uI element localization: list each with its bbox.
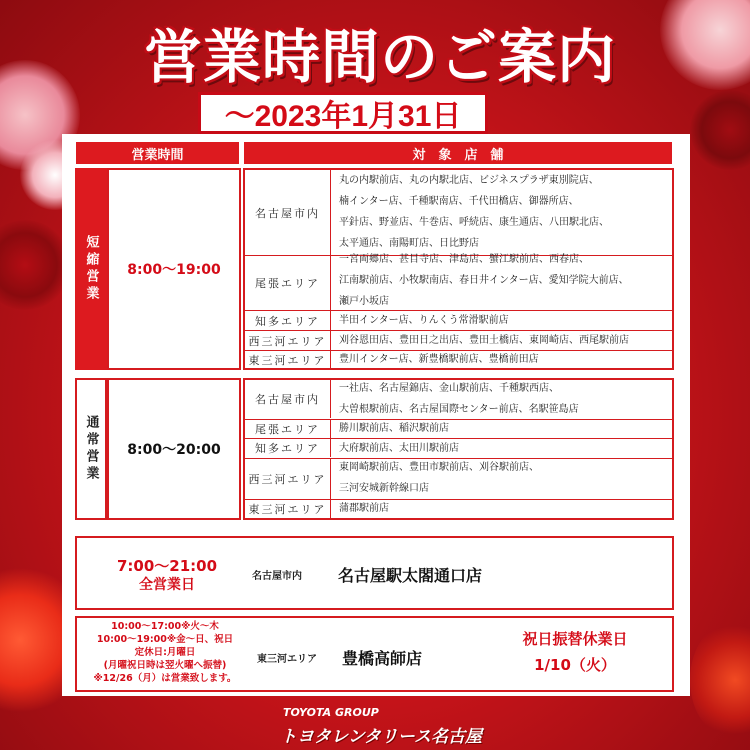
box2-line: 10:00～19:00※金～日、祝日 [96, 634, 234, 645]
short-time: 8:00～19:00 [127, 262, 221, 278]
store-line: 半田インター店、りんくう常滑駅前店 [339, 315, 509, 326]
area-label: 尾張エリア [245, 256, 331, 310]
store-list [333, 498, 671, 519]
header-stores: 対 象 店 舗 [242, 140, 674, 166]
store-line: 平針店、野並店、牛巻店、呼続店、康生通店、八田駅北店、 [339, 217, 609, 228]
box1-sub: 全営業日 [139, 577, 195, 593]
category-normal-hours: 通常営業 [75, 378, 107, 520]
store-line: 太平通店、南陽町店、日比野店 [339, 238, 479, 249]
area-label: 名古屋市内 [245, 380, 331, 418]
store-list [333, 438, 671, 459]
box1-time: 7:00～21:00 [116, 557, 218, 575]
box2-line: 定休日:月曜日 [134, 647, 196, 658]
area-label: 知多エリア [245, 311, 331, 330]
store-list [333, 378, 671, 420]
area-label: 名古屋市内 [245, 170, 331, 255]
store-list [333, 457, 671, 499]
area-label: 尾張エリア [245, 420, 331, 438]
box2-line: ※12/26（月）は営業致します。 [93, 673, 237, 684]
header-hours: 営業時間 [74, 140, 241, 166]
store-line: 三河安城新幹線口店 [339, 483, 429, 494]
box2-line: (月曜祝日時は翌火曜へ振替) [103, 660, 227, 671]
normal-time: 8:00～20:00 [127, 442, 221, 458]
store-line: 勝川駅前店、稲沢駅前店 [339, 423, 449, 434]
box2-hours-lines [80, 620, 250, 685]
store-list [333, 310, 671, 331]
date-band: ～2023年1月31日 [198, 92, 488, 134]
area-label: 西三河エリア [245, 459, 331, 499]
store-line: 江南駅前店、小牧駅南店、春日井インター店、愛知学院大前店、 [339, 275, 629, 286]
plum-blossom-decoration [690, 620, 750, 740]
store-line: 蒲郡駅前店 [339, 503, 389, 514]
store-line: 刈谷恩田店、豊田日之出店、豊田土橋店、東岡崎店、西尾駅前店 [339, 335, 629, 346]
box2-note-date: 1/10（火） [534, 656, 616, 674]
store-line: 大府駅前店、太田川駅前店 [339, 443, 459, 454]
plum-blossom-decoration [0, 220, 70, 310]
company-logo: トヨタレンタリース名古屋 [280, 727, 483, 747]
store-line: 丸の内駅前店、丸の内駅北店、ビジネスプラザ東別院店、 [339, 175, 599, 186]
store-line: 楠インター店、千種駅南店、千代田橋店、御器所店、 [339, 196, 579, 207]
box1-store: 名古屋駅太閤通口店 [338, 566, 483, 585]
area-label: 東三河エリア [245, 500, 331, 518]
store-line: 瀬戸小坂店 [339, 296, 389, 307]
group-logo: TOYOTA GROUP [283, 706, 379, 719]
area-label: 西三河エリア [245, 331, 331, 350]
store-line: 一社店、名古屋錦店、金山駅前店、千種駅西店、 [339, 383, 559, 394]
area-label: 東三河エリア [245, 351, 331, 368]
store-list [333, 249, 671, 312]
box2-note-title: 祝日振替休業日 [522, 630, 628, 648]
area-label: 知多エリア [245, 439, 331, 457]
box1-area: 名古屋市内 [252, 571, 302, 582]
store-list [333, 349, 671, 370]
store-line: 豊川インター店、新豊橋駅前店、豊橋前田店 [339, 354, 539, 365]
store-list [333, 330, 671, 351]
store-list [333, 418, 671, 439]
store-list [333, 170, 671, 254]
store-line: 大曽根駅前店、名古屋国際センター前店、名駅笹島店 [339, 404, 579, 415]
plum-blossom-decoration [690, 90, 750, 170]
category-short-hours: 短縮営業 [75, 168, 107, 370]
box2-store: 豊橋高師店 [342, 649, 423, 668]
store-line: 一宮両郷店、甚目寺店、津島店、蟹江駅前店、西春店、 [339, 254, 589, 265]
store-line: 東岡崎駅前店、豊田市駅前店、刈谷駅前店、 [339, 462, 539, 473]
page-title: 営業時間のご案内 [143, 23, 616, 91]
box2-line: 10:00～17:00※火～木 [111, 621, 219, 632]
box2-area: 東三河エリア [257, 654, 317, 665]
